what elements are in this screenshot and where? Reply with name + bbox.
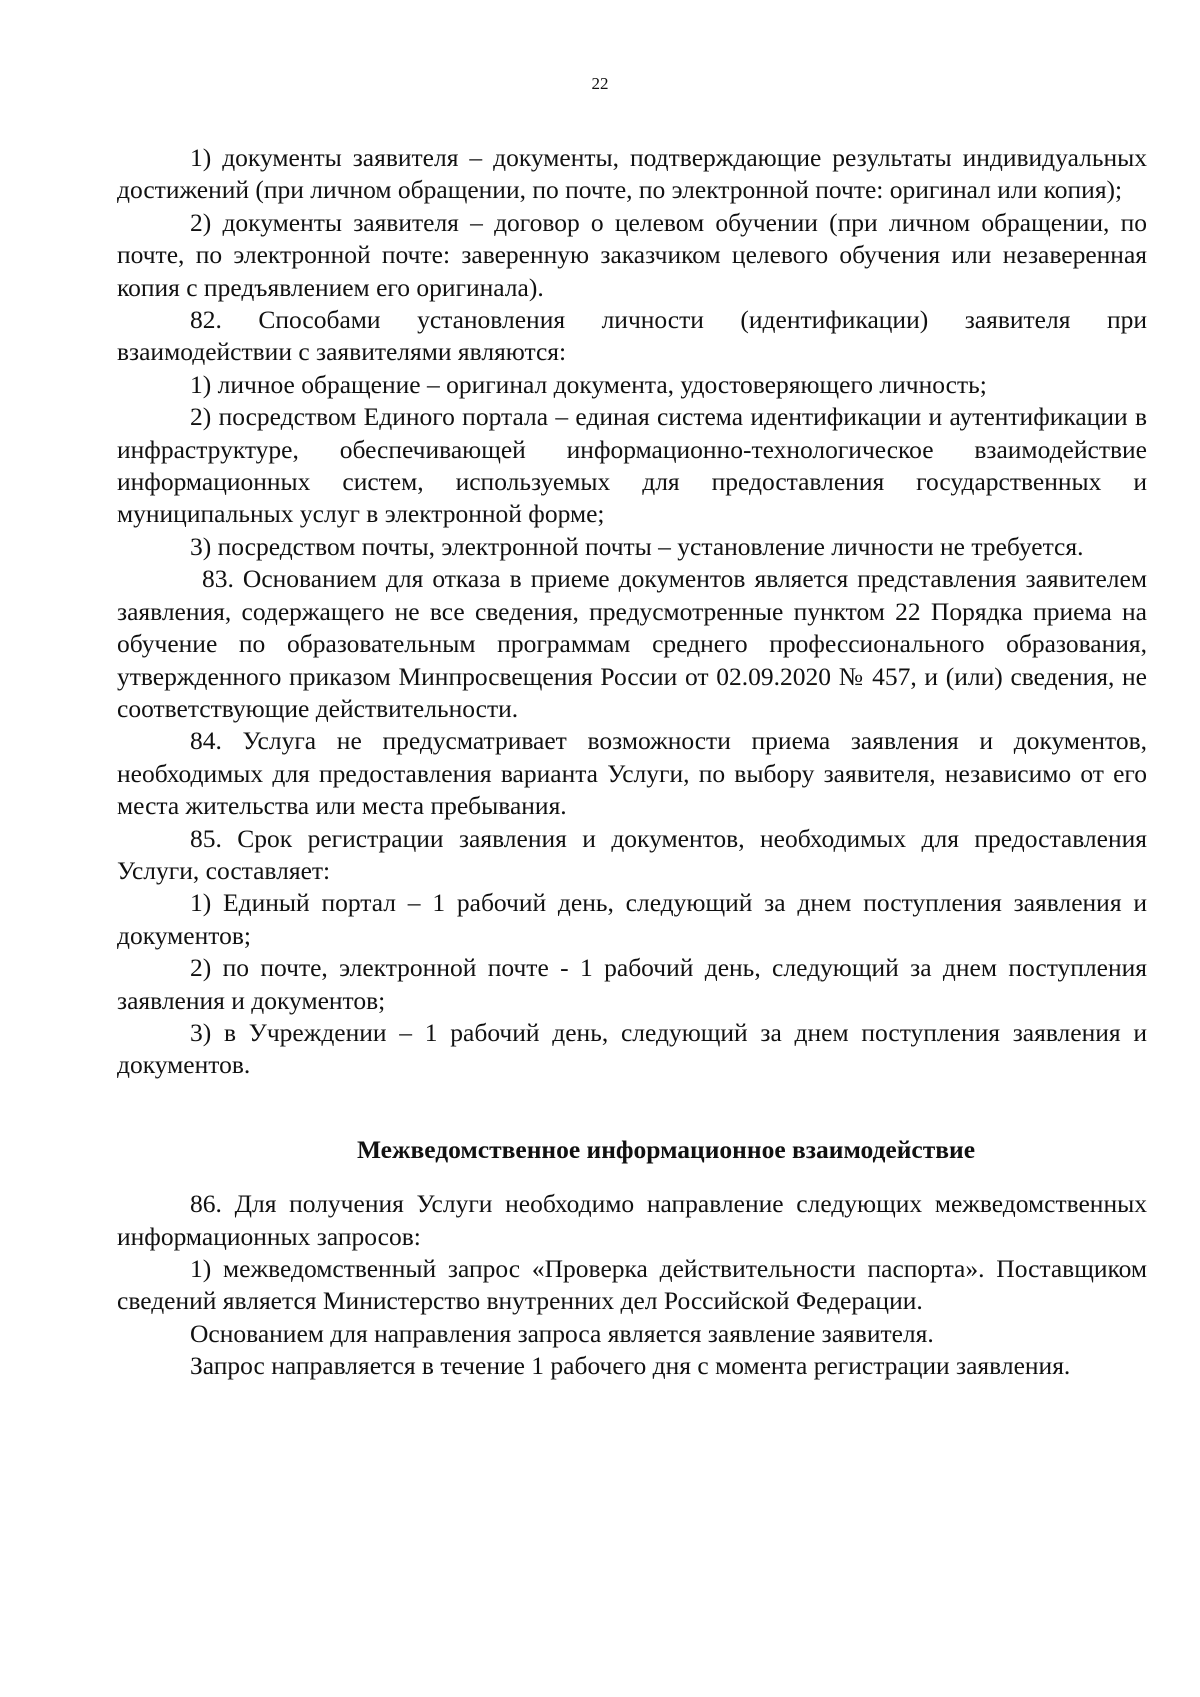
page-number: 22 xyxy=(591,74,609,93)
paragraph-request-basis: Основанием для направления запроса является заявление заявителя. xyxy=(190,1318,934,1348)
paragraph-82-item-1: 1) личное обращение – оригинал документа, удостоверяющего личность; xyxy=(190,369,987,399)
paragraph-85-registration-term: 85. Срок регистрации заявления и документов, необходимых для предоставления Услуги, составляет: xyxy=(117,823,1147,885)
paragraph-85-item-3: 3) в Учреждении – 1 рабочий день, следующий за днем поступления заявления и документов. xyxy=(117,1017,1147,1080)
paragraph-82-identification-methods: 82. Способами установления личности (идентификации) заявителя при взаимодействии с заявителями являются: xyxy=(117,305,1147,367)
paragraph-82-item-2: 2) посредством Единого портала – единая система идентификации и аутентификации в инфраструктуре, обеспечивающей информационно-технологическое взаимодействие информационных систем, используемых для предоставления государственных и муниципальных услуг в электронной форме; xyxy=(117,402,1147,529)
section-heading: Межведомственное информационное взаимодействие xyxy=(356,1134,976,1164)
paragraph-docs-achievements: 1) документы заявителя – документы, подтверждающие результаты индивидуальных достижений (при личном обращении, по почте, по электронной почте: оригинал или копия); xyxy=(117,143,1147,205)
document-body xyxy=(117,142,1147,1383)
paragraph-86-interagency-requests: 86. Для получения Услуги необходимо направление следующих межведомственных информационных запросов: xyxy=(117,1189,1147,1251)
paragraph-83-refusal-grounds: 83. Основанием для отказа в приеме документов является представления заявителем заявления, содержащего не все сведения, предусмотренные пунктом 22 Порядка приема на обучение по образовательным программам среднего профессионального образования, утвержденного приказом Минпросвещения России от 02.09.2020 № 457, и (или) сведения, не соответствующие действительности. xyxy=(117,564,1147,723)
paragraph-85-item-2: 2) по почте, электронной почте - 1 рабочий день, следующий за днем поступления заявления и документов; xyxy=(117,953,1147,1015)
paragraph-86-item-1: 1) межведомственный запрос «Проверка действительности паспорта». Поставщиком сведений является Министерство внутренних дел Российской Федерации. xyxy=(117,1254,1147,1316)
paragraph-84-extraterritorial: 84. Услуга не предусматривает возможности приема заявления и документов, необходимых для предоставления варианта Услуги, по выбору заявителя, независимо от его места жительства или места пребывания. xyxy=(117,726,1147,821)
paragraph-docs-target-contract: 2) документы заявителя – договор о целевом обучении (при личном обращении, по почте, по электронной почте: заверенную заказчиком целевого обучения или незаверенная копия с предъявлением его оригинала). xyxy=(117,207,1147,302)
paragraph-request-term: Запрос направляется в течение 1 рабочего дня с момента регистрации заявления. xyxy=(190,1351,1071,1381)
paragraph-82-item-3: 3) посредством почты, электронной почты – установление личности не требуется. xyxy=(190,531,1084,561)
paragraph-85-item-1: 1) Единый портал – 1 рабочий день, следующий за днем поступления заявления и документов; xyxy=(117,888,1147,950)
